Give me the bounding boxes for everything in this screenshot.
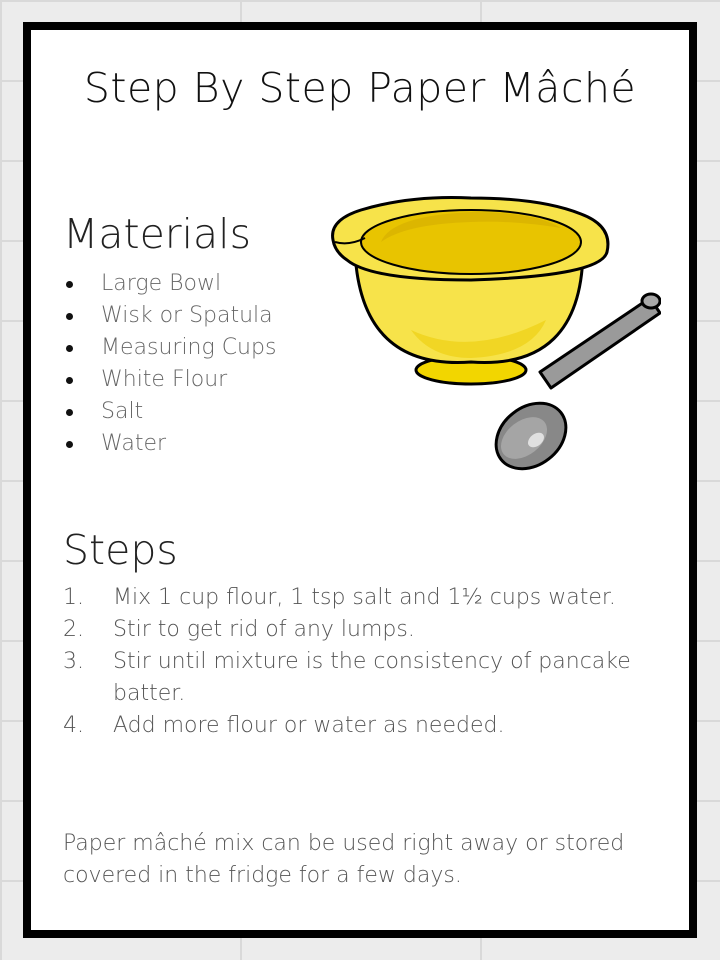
list-item: Large Bowl	[63, 268, 276, 300]
step-item	[63, 710, 643, 742]
list-item: Wisk or Spatula	[63, 300, 276, 332]
step-number: 3.	[63, 649, 84, 674]
list-item: Measuring Cups	[63, 332, 276, 364]
step-number: 4.	[63, 713, 84, 738]
step-item	[63, 582, 643, 614]
storage-note: Paper mâché mix can be used right away or stored covered in the fridge for a few days.	[63, 831, 625, 888]
page-title: Step By Step Paper Mâché	[83, 64, 637, 112]
materials-heading: Materials	[63, 210, 251, 258]
step-item	[63, 646, 643, 710]
list-item: Salt	[63, 396, 276, 428]
recipe-card	[23, 22, 697, 938]
steps-list	[63, 582, 643, 742]
step-text: Mix 1 cup flour, 1 tsp salt and 1½ cups water.	[113, 585, 616, 610]
step-text: Add more flour or water as needed.	[113, 713, 505, 738]
step-number: 2.	[63, 617, 84, 642]
step-number: 1.	[63, 585, 84, 610]
step-item	[63, 614, 643, 646]
step-text: Stir until mixture is the consistency of pancake batter.	[113, 649, 631, 706]
bowl-and-spoon-illustration	[321, 180, 661, 480]
list-item: Water	[63, 428, 276, 460]
materials-list	[63, 268, 276, 460]
list-item: White Flour	[63, 364, 276, 396]
steps-heading: Steps	[63, 526, 178, 574]
step-text: Stir to get rid of any lumps.	[113, 617, 415, 642]
